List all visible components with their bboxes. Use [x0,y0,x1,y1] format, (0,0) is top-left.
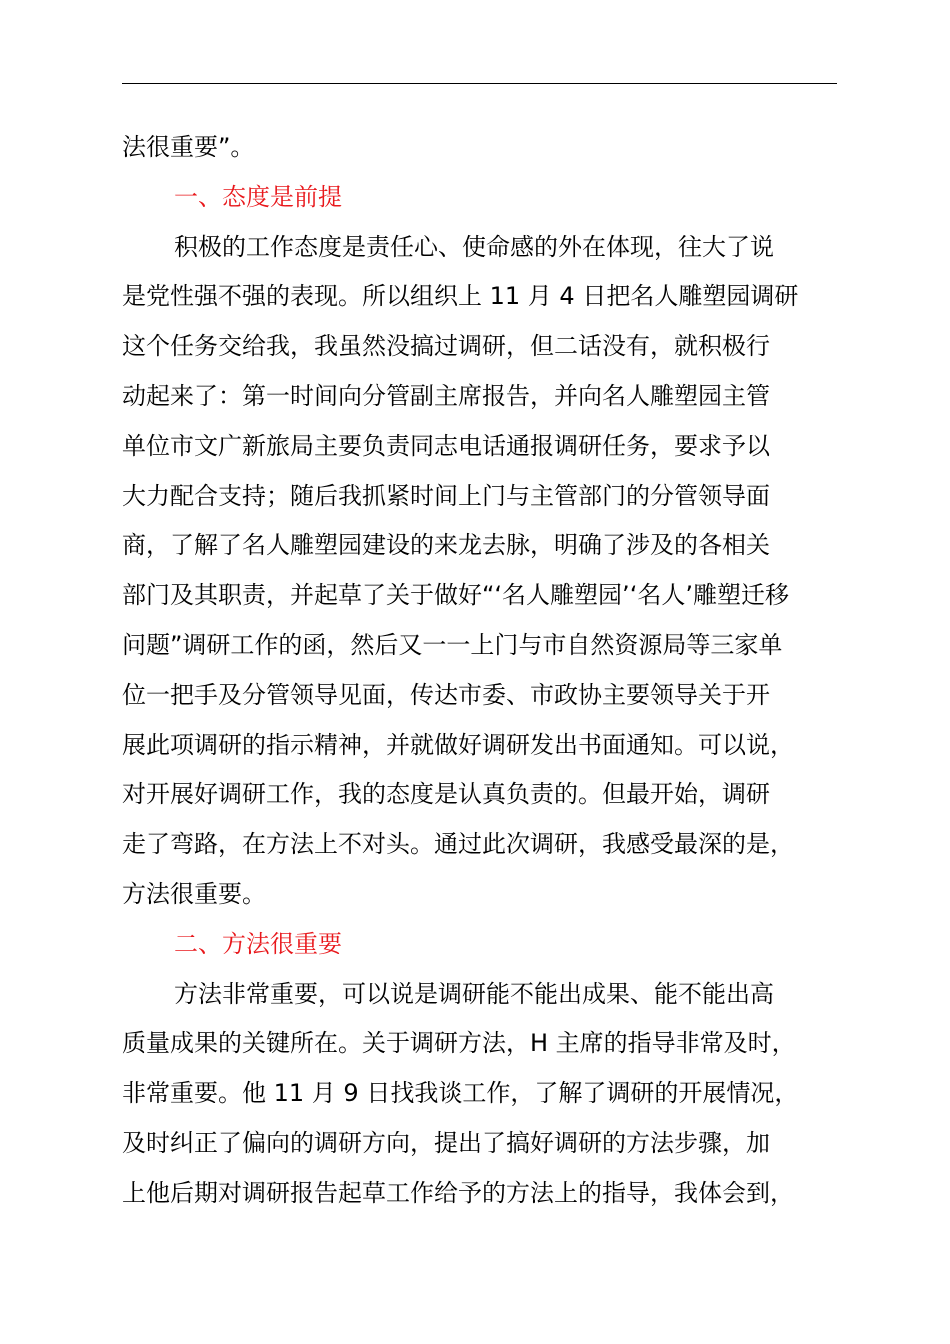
paragraph-line: 上他后期对调研报告起草工作给予的方法上的指导，我体会到， [122,1178,794,1207]
document-body [122,123,837,1219]
paragraph-line: 及时纠正了偏向的调研方向，提出了搞好调研的方法步骤，加 [122,1128,770,1157]
header-rule [122,83,837,84]
paragraph-line: 法很重要”。 [122,133,255,161]
paragraph-line: 对开展好调研工作，我的态度是认真负责的。但最开始，调研 [122,780,770,809]
paragraph-line: 动起来了：第一时间向分管副主席报告，并向名人雕塑园主管 [122,381,770,410]
paragraph-line: 方法非常重要，可以说是调研能不能出成果、能不能出高 [174,979,774,1008]
paragraph-line: 单位市文广新旅局主要负责同志电话通报调研任务，要求予以 [122,431,770,460]
section-heading-attitude: 一、态度是前提 [174,182,342,211]
paragraph-line: 是党性强不强的表现。所以组织上 11 月 4 日把名人雕塑园调研 [122,282,799,311]
paragraph-line: 方法很重要。 [122,879,266,908]
paragraph-line: 走了弯路，在方法上不对头。通过此次调研，我感受最深的是， [122,830,794,859]
paragraph-line: 位一把手及分管领导见面，传达市委、市政协主要领导关于开 [122,680,770,709]
section-heading-method: 二、方法很重要 [174,929,342,958]
paragraph-line: 展此项调研的指示精神，并就做好调研发出书面通知。可以说， [122,730,794,759]
paragraph-line: 商，了解了名人雕塑园建设的来龙去脉，明确了涉及的各相关 [122,531,770,560]
paragraph-line: 质量成果的关键所在。关于调研方法，H 主席的指导非常及时， [122,1029,796,1058]
paragraph-line: 大力配合支持；随后我抓紧时间上门与主管部门的分管领导面 [122,481,770,510]
paragraph-line: 这个任务交给我，我虽然没搞过调研，但二话没有，就积极行 [122,332,770,361]
paragraph-line: 非常重要。他 11 月 9 日找我谈工作，了解了调研的开展情况， [122,1079,799,1108]
paragraph-line: 问题”调研工作的函，然后又一一上门与市自然资源局等三家单 [122,630,783,659]
paragraph-line: 部门及其职责，并起草了关于做好“‘名人雕塑园’‘名人’雕塑迁移 [122,581,789,610]
paragraph-line: 积极的工作态度是责任心、使命感的外在体现，往大了说 [174,232,774,261]
